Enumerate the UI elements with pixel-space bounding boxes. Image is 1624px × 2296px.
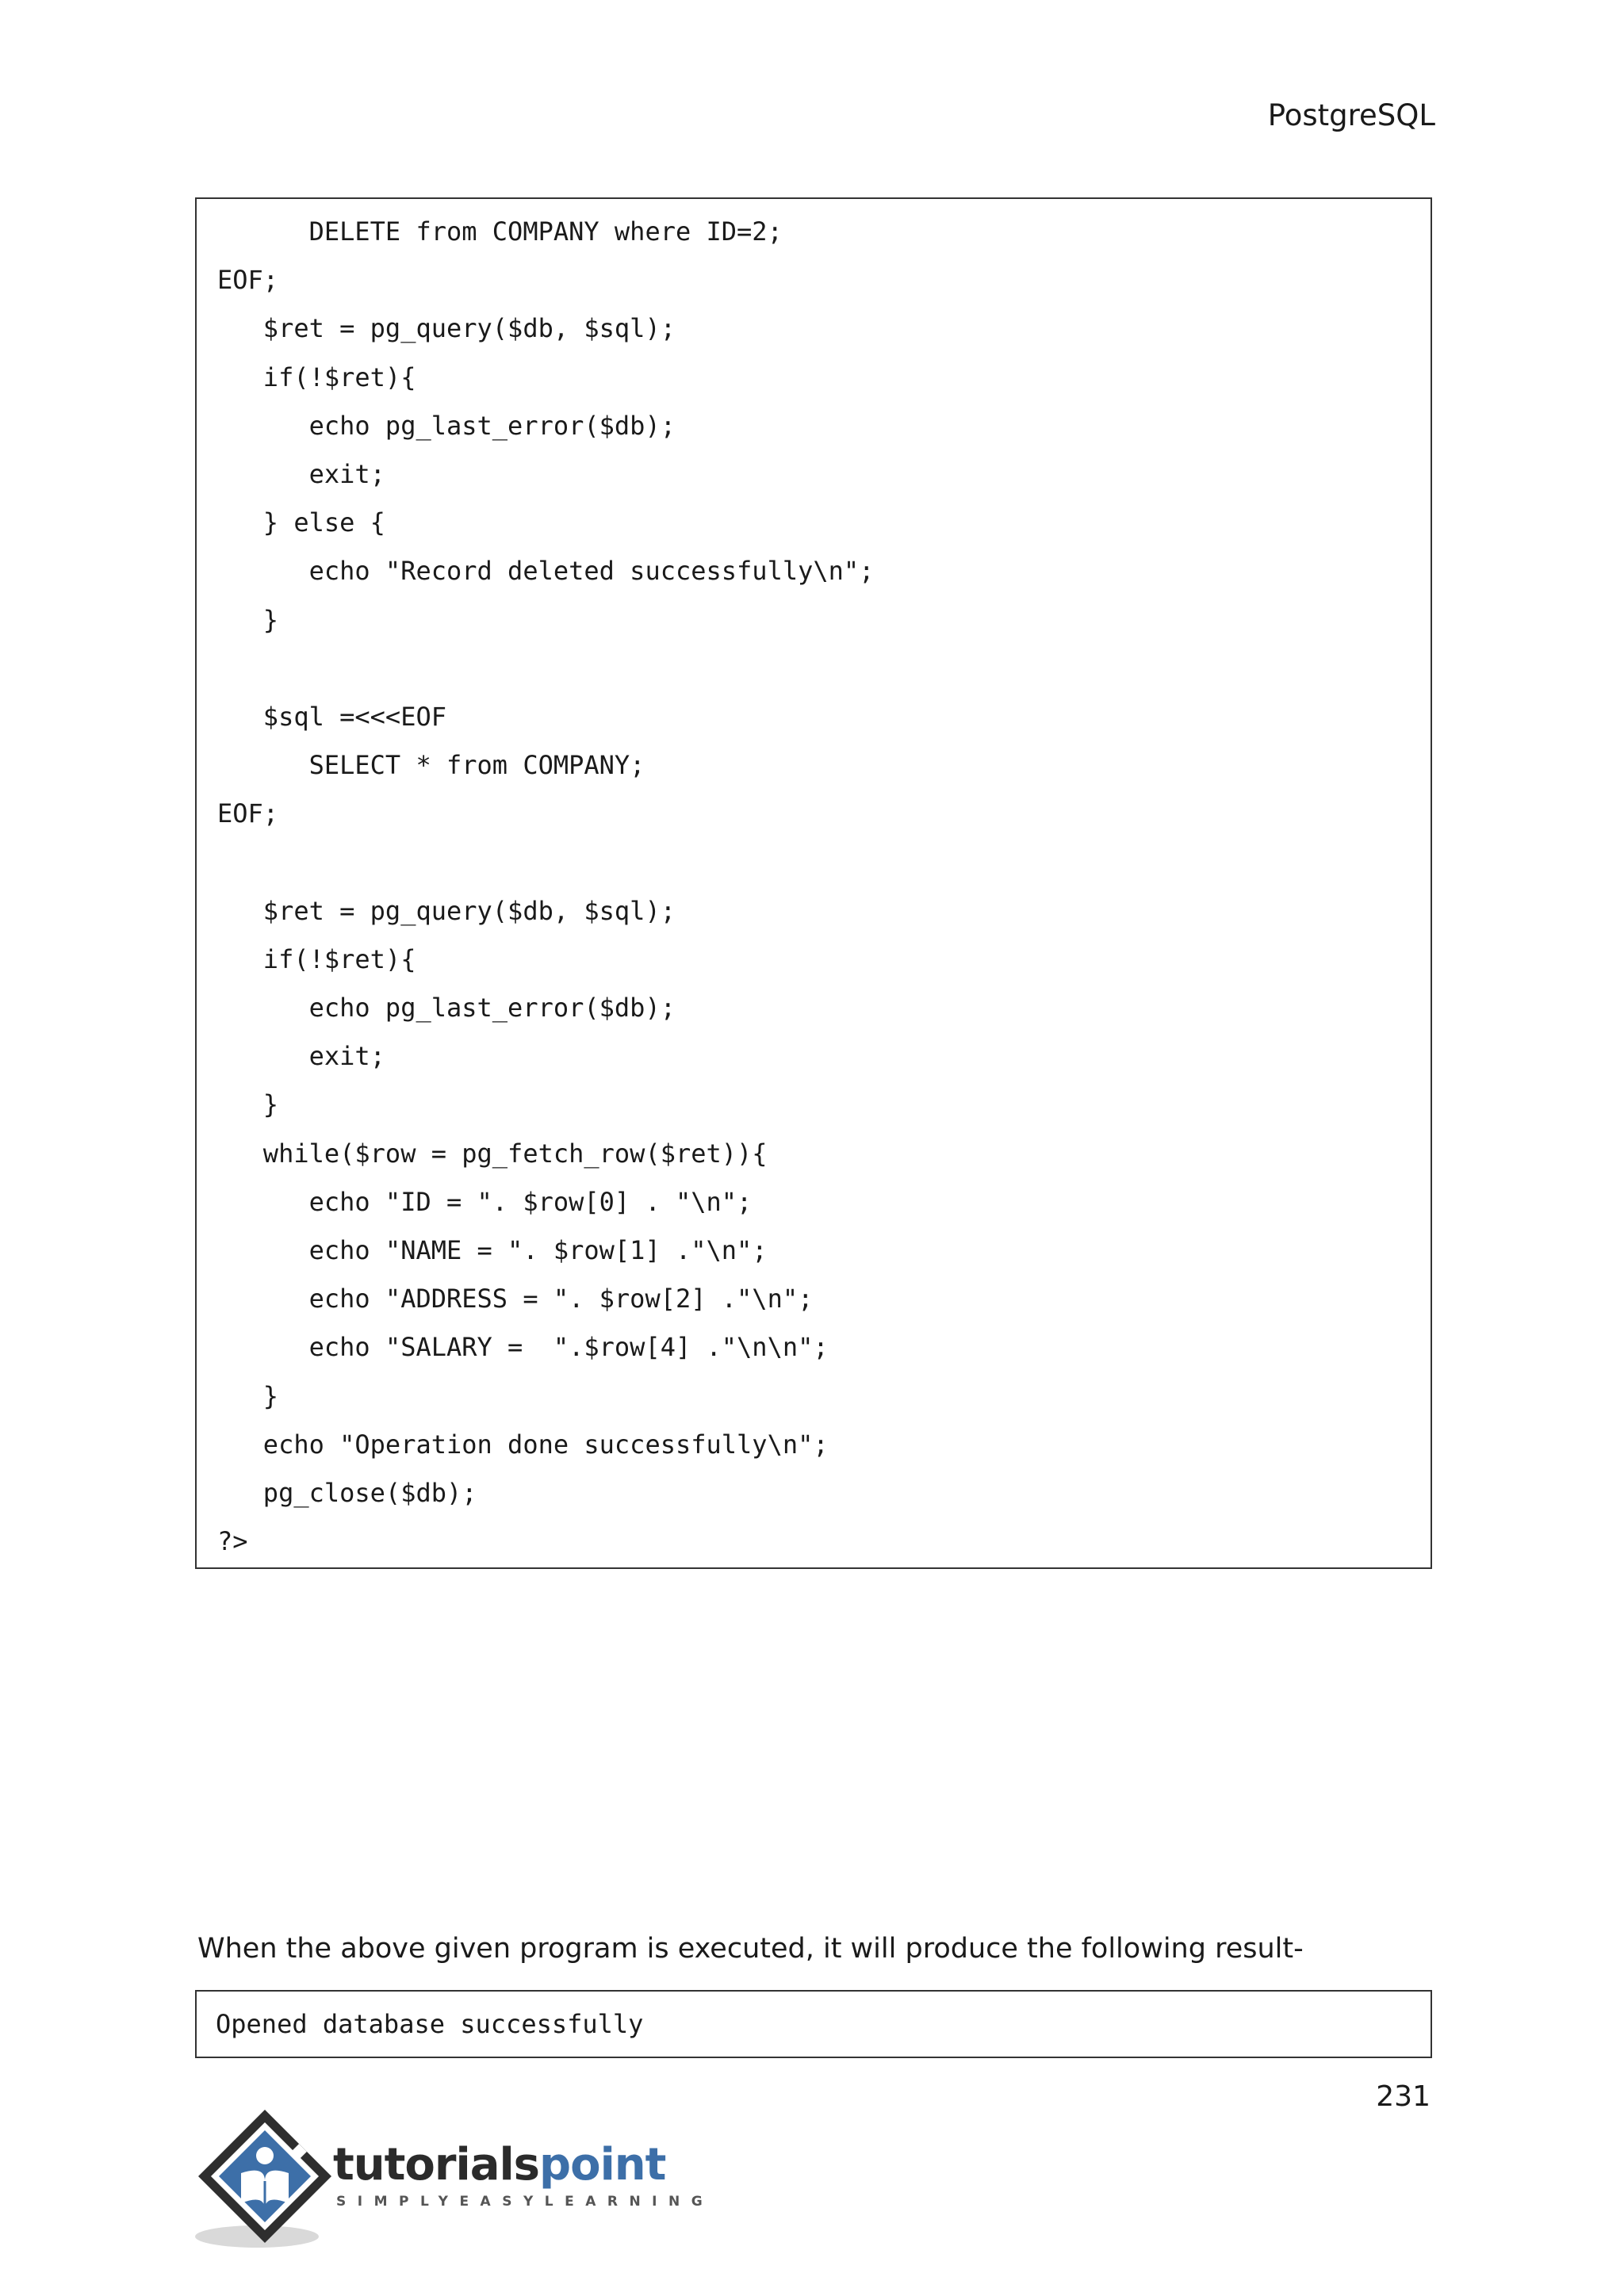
- code-line: while($row = pg_fetch_row($ret)){: [217, 1138, 768, 1169]
- code-line: }: [217, 1089, 279, 1120]
- logo-emblem-icon: [192, 2105, 343, 2256]
- code-line: echo pg_last_error($db);: [217, 993, 676, 1023]
- code-line-blank: [197, 845, 1431, 894]
- tutorialspoint-logo: [192, 2105, 714, 2256]
- code-line: exit;: [217, 1041, 385, 1072]
- code-line: echo "Record deleted successfully\n";: [217, 556, 875, 587]
- logo-wordmark: [333, 2141, 665, 2189]
- code-block: [195, 197, 1432, 1569]
- logo-word-point: point: [539, 2139, 666, 2191]
- code-line: ?>: [217, 1526, 248, 1557]
- code-line: pg_close($db);: [217, 1477, 477, 1508]
- code-line: EOF;: [217, 265, 279, 296]
- code-line: echo "SALARY = ".$row[4] ."\n\n";: [217, 1332, 829, 1363]
- running-header-title: PostgreSQL: [1267, 98, 1435, 132]
- code-line: SELECT * from COMPANY;: [217, 750, 645, 781]
- code-line: }: [217, 1380, 279, 1411]
- code-line: $ret = pg_query($db, $sql);: [217, 895, 676, 926]
- code-line: if(!$ret){: [217, 362, 416, 392]
- code-line: echo "ADDRESS = ". $row[2] ."\n";: [217, 1284, 814, 1314]
- output-line: Opened database successfully: [216, 2009, 644, 2039]
- code-line-blank: [197, 652, 1431, 700]
- result-intro-paragraph: When the above given program is executed, it will produce the following result-: [197, 1933, 1304, 1965]
- logo-tagline: SIMPLYEASYLEARNING: [336, 2194, 714, 2210]
- code-line: if(!$ret){: [217, 943, 416, 974]
- logo-word-tutorials: tutorials: [333, 2139, 540, 2191]
- code-line: echo "Operation done successfully\n";: [217, 1429, 829, 1460]
- code-line: }: [217, 604, 279, 635]
- code-line: EOF;: [217, 798, 279, 829]
- code-line: DELETE from COMPANY where ID=2;: [217, 216, 783, 247]
- code-line: exit;: [217, 458, 385, 489]
- page-number: 231: [1376, 2080, 1431, 2113]
- code-line: echo "ID = ". $row[0] . "\n";: [217, 1186, 753, 1217]
- code-line: $sql =<<<EOF: [217, 701, 446, 732]
- code-line: } else {: [217, 507, 385, 538]
- code-line: $ret = pg_query($db, $sql);: [217, 313, 676, 344]
- output-block: [195, 1990, 1432, 2058]
- code-line: echo "NAME = ". $row[1] ."\n";: [217, 1234, 768, 1265]
- code-line: echo pg_last_error($db);: [217, 410, 676, 441]
